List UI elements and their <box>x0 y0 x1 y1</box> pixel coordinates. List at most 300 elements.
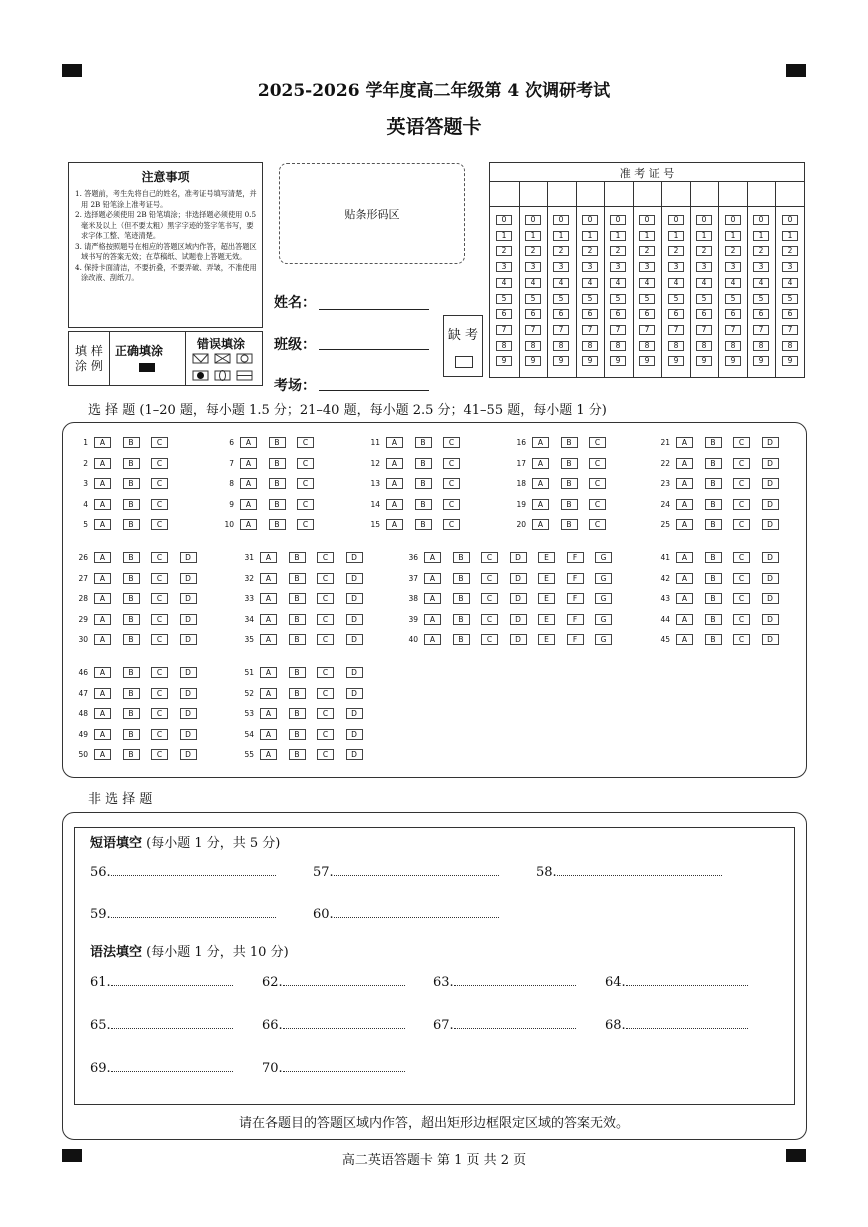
answer-option-bubble[interactable]: A <box>240 478 257 489</box>
answer-option-bubble[interactable]: A <box>676 437 693 448</box>
answer-option-bubble[interactable]: B <box>705 593 722 604</box>
exam-id-digit-bubble[interactable]: 8 <box>782 341 798 351</box>
answer-option-bubble[interactable]: B <box>561 437 578 448</box>
answer-option-bubble[interactable]: A <box>676 478 693 489</box>
answer-option-bubble[interactable]: C <box>297 458 314 469</box>
answer-option-bubble[interactable]: C <box>589 458 606 469</box>
answer-option-bubble[interactable]: A <box>94 458 111 469</box>
answer-option-bubble[interactable]: G <box>595 573 612 584</box>
exam-id-digit-bubble[interactable]: 9 <box>553 356 569 366</box>
exam-id-digit-bubble[interactable]: 4 <box>696 278 712 288</box>
exam-id-digit-bubble[interactable]: 2 <box>782 246 798 256</box>
answer-option-bubble[interactable]: C <box>317 573 334 584</box>
answer-option-bubble[interactable]: D <box>346 708 363 719</box>
answer-option-bubble[interactable]: E <box>538 593 555 604</box>
answer-option-bubble[interactable]: C <box>297 478 314 489</box>
answer-option-bubble[interactable]: A <box>240 437 257 448</box>
answer-option-bubble[interactable]: B <box>123 634 140 645</box>
answer-option-bubble[interactable]: A <box>240 499 257 510</box>
answer-option-bubble[interactable]: D <box>180 749 197 760</box>
answer-option-bubble[interactable]: B <box>705 573 722 584</box>
answer-option-bubble[interactable]: D <box>762 458 779 469</box>
answer-option-bubble[interactable]: B <box>705 614 722 625</box>
answer-line[interactable] <box>454 1019 576 1029</box>
answer-option-bubble[interactable]: A <box>424 552 441 563</box>
answer-option-bubble[interactable]: C <box>151 573 168 584</box>
answer-option-bubble[interactable]: A <box>386 499 403 510</box>
exam-id-digit-bubble[interactable]: 4 <box>525 278 541 288</box>
answer-option-bubble[interactable]: C <box>733 593 750 604</box>
exam-id-digit-bubble[interactable]: 7 <box>610 325 626 335</box>
answer-option-bubble[interactable]: C <box>151 614 168 625</box>
grammar-answer-item[interactable] <box>262 1018 405 1033</box>
answer-option-bubble[interactable]: C <box>151 593 168 604</box>
answer-option-bubble[interactable]: A <box>94 519 111 530</box>
exam-id-digit-bubble[interactable]: 1 <box>610 231 626 241</box>
answer-option-bubble[interactable]: C <box>151 552 168 563</box>
exam-id-write-cell[interactable] <box>491 182 518 205</box>
exam-id-digit-bubble[interactable]: 7 <box>553 325 569 335</box>
exam-id-digit-bubble[interactable]: 1 <box>553 231 569 241</box>
answer-option-bubble[interactable]: A <box>676 634 693 645</box>
answer-option-bubble[interactable]: A <box>386 478 403 489</box>
exam-id-digit-bubble[interactable]: 7 <box>725 325 741 335</box>
phrase-answer-item[interactable] <box>90 865 276 880</box>
answer-option-bubble[interactable]: B <box>453 614 470 625</box>
answer-option-bubble[interactable]: C <box>151 667 168 678</box>
answer-option-bubble[interactable]: A <box>260 688 277 699</box>
answer-option-bubble[interactable]: B <box>415 478 432 489</box>
answer-option-bubble[interactable]: C <box>589 519 606 530</box>
answer-option-bubble[interactable]: D <box>346 749 363 760</box>
answer-option-bubble[interactable]: C <box>443 519 460 530</box>
answer-option-bubble[interactable]: C <box>151 749 168 760</box>
exam-id-digit-bubble[interactable]: 3 <box>525 262 541 272</box>
exam-id-digit-bubble[interactable]: 0 <box>582 215 598 225</box>
answer-option-bubble[interactable]: C <box>481 614 498 625</box>
answer-option-bubble[interactable]: A <box>94 437 111 448</box>
exam-id-digit-bubble[interactable]: 0 <box>668 215 684 225</box>
exam-id-digit-bubble[interactable]: 2 <box>639 246 655 256</box>
exam-id-write-cell[interactable] <box>662 182 689 205</box>
exam-id-digit-bubble[interactable]: 6 <box>725 309 741 319</box>
exam-id-digit-bubble[interactable]: 0 <box>610 215 626 225</box>
exam-id-digit-bubble[interactable]: 4 <box>610 278 626 288</box>
answer-option-bubble[interactable]: C <box>151 708 168 719</box>
exam-id-write-cell[interactable] <box>520 182 547 205</box>
answer-option-bubble[interactable]: C <box>151 458 168 469</box>
exam-id-digit-bubble[interactable]: 8 <box>639 341 655 351</box>
exam-id-digit-bubble[interactable]: 3 <box>668 262 684 272</box>
answer-option-bubble[interactable]: A <box>386 437 403 448</box>
exam-id-digit-bubble[interactable]: 7 <box>668 325 684 335</box>
answer-option-bubble[interactable]: A <box>424 634 441 645</box>
exam-id-digit-bubble[interactable]: 2 <box>610 246 626 256</box>
answer-option-bubble[interactable]: B <box>123 749 140 760</box>
answer-option-bubble[interactable]: B <box>289 667 306 678</box>
exam-id-digit-bubble[interactable]: 2 <box>496 246 512 256</box>
exam-id-digit-bubble[interactable]: 6 <box>782 309 798 319</box>
exam-id-digit-bubble[interactable]: 6 <box>610 309 626 319</box>
exam-id-write-cell[interactable] <box>719 182 746 205</box>
answer-option-bubble[interactable]: B <box>561 499 578 510</box>
answer-option-bubble[interactable]: D <box>510 552 527 563</box>
exam-id-digit-bubble[interactable]: 0 <box>553 215 569 225</box>
answer-option-bubble[interactable]: B <box>705 437 722 448</box>
exam-id-digit-bubble[interactable]: 9 <box>582 356 598 366</box>
grammar-answer-item[interactable] <box>90 1018 233 1033</box>
answer-option-bubble[interactable]: B <box>123 499 140 510</box>
answer-option-bubble[interactable]: G <box>595 614 612 625</box>
answer-option-bubble[interactable]: C <box>151 729 168 740</box>
answer-option-bubble[interactable]: C <box>317 593 334 604</box>
answer-option-bubble[interactable]: C <box>317 634 334 645</box>
answer-option-bubble[interactable]: A <box>676 458 693 469</box>
answer-option-bubble[interactable]: G <box>595 634 612 645</box>
answer-option-bubble[interactable]: C <box>317 688 334 699</box>
answer-option-bubble[interactable]: G <box>595 593 612 604</box>
exam-id-digit-bubble[interactable]: 9 <box>696 356 712 366</box>
answer-line[interactable] <box>454 976 576 986</box>
exam-id-digit-bubble[interactable]: 5 <box>696 294 712 304</box>
exam-id-write-cell[interactable] <box>748 182 775 205</box>
answer-option-bubble[interactable]: A <box>424 614 441 625</box>
exam-id-digit-bubble[interactable]: 7 <box>525 325 541 335</box>
answer-option-bubble[interactable]: D <box>762 478 779 489</box>
answer-option-bubble[interactable]: C <box>733 499 750 510</box>
answer-option-bubble[interactable]: D <box>346 729 363 740</box>
exam-id-digit-bubble[interactable]: 3 <box>639 262 655 272</box>
answer-option-bubble[interactable]: A <box>532 437 549 448</box>
answer-option-bubble[interactable]: B <box>289 593 306 604</box>
exam-id-digit-bubble[interactable]: 3 <box>725 262 741 272</box>
answer-option-bubble[interactable]: A <box>260 552 277 563</box>
answer-option-bubble[interactable]: A <box>386 519 403 530</box>
answer-option-bubble[interactable]: A <box>94 593 111 604</box>
exam-id-digit-bubble[interactable]: 7 <box>639 325 655 335</box>
answer-option-bubble[interactable]: D <box>762 499 779 510</box>
answer-option-bubble[interactable]: B <box>453 634 470 645</box>
answer-option-bubble[interactable]: B <box>289 688 306 699</box>
exam-id-digit-bubble[interactable]: 1 <box>496 231 512 241</box>
answer-option-bubble[interactable]: C <box>151 688 168 699</box>
answer-option-bubble[interactable]: A <box>94 478 111 489</box>
answer-option-bubble[interactable]: C <box>297 519 314 530</box>
answer-option-bubble[interactable]: C <box>481 552 498 563</box>
answer-option-bubble[interactable]: B <box>123 614 140 625</box>
answer-option-bubble[interactable]: A <box>532 499 549 510</box>
answer-option-bubble[interactable]: B <box>705 519 722 530</box>
answer-option-bubble[interactable]: C <box>733 614 750 625</box>
answer-option-bubble[interactable]: B <box>289 614 306 625</box>
exam-id-write-cell[interactable] <box>691 182 718 205</box>
answer-line[interactable] <box>111 866 276 876</box>
answer-option-bubble[interactable]: C <box>733 478 750 489</box>
exam-id-digit-bubble[interactable]: 3 <box>496 262 512 272</box>
answer-option-bubble[interactable]: B <box>415 458 432 469</box>
answer-option-bubble[interactable]: C <box>733 458 750 469</box>
exam-id-digit-bubble[interactable]: 9 <box>753 356 769 366</box>
exam-id-digit-bubble[interactable]: 1 <box>582 231 598 241</box>
answer-option-bubble[interactable]: D <box>510 573 527 584</box>
answer-option-bubble[interactable]: D <box>762 614 779 625</box>
answer-option-bubble[interactable]: B <box>705 458 722 469</box>
answer-option-bubble[interactable]: C <box>151 437 168 448</box>
answer-option-bubble[interactable]: C <box>151 478 168 489</box>
grammar-answer-item[interactable] <box>90 1061 233 1076</box>
exam-id-digit-bubble[interactable]: 5 <box>525 294 541 304</box>
exam-id-digit-bubble[interactable]: 1 <box>668 231 684 241</box>
answer-option-bubble[interactable]: B <box>123 593 140 604</box>
answer-option-bubble[interactable]: B <box>289 634 306 645</box>
answer-option-bubble[interactable]: B <box>705 499 722 510</box>
answer-option-bubble[interactable]: F <box>567 634 584 645</box>
exam-id-digit-bubble[interactable]: 5 <box>725 294 741 304</box>
answer-option-bubble[interactable]: A <box>240 519 257 530</box>
answer-option-bubble[interactable]: A <box>260 667 277 678</box>
grammar-answer-item[interactable] <box>433 975 576 990</box>
grammar-answer-item[interactable] <box>262 1061 405 1076</box>
answer-line[interactable] <box>111 976 233 986</box>
answer-line[interactable] <box>626 976 748 986</box>
answer-option-bubble[interactable]: C <box>151 519 168 530</box>
answer-option-bubble[interactable]: B <box>123 519 140 530</box>
answer-option-bubble[interactable]: D <box>762 634 779 645</box>
exam-id-digit-bubble[interactable]: 5 <box>639 294 655 304</box>
exam-id-digit-bubble[interactable]: 8 <box>553 341 569 351</box>
answer-option-bubble[interactable]: D <box>346 688 363 699</box>
answer-option-bubble[interactable]: C <box>317 729 334 740</box>
exam-id-digit-bubble[interactable]: 1 <box>639 231 655 241</box>
exam-id-digit-bubble[interactable]: 3 <box>553 262 569 272</box>
exam-id-digit-bubble[interactable]: 9 <box>496 356 512 366</box>
answer-option-bubble[interactable]: D <box>180 552 197 563</box>
answer-option-bubble[interactable]: D <box>180 634 197 645</box>
answer-option-bubble[interactable]: A <box>424 573 441 584</box>
exam-id-digit-bubble[interactable]: 1 <box>753 231 769 241</box>
exam-id-digit-bubble[interactable]: 6 <box>753 309 769 319</box>
answer-option-bubble[interactable]: B <box>415 437 432 448</box>
room-field[interactable] <box>319 390 429 391</box>
answer-option-bubble[interactable]: B <box>289 749 306 760</box>
answer-option-bubble[interactable]: B <box>415 499 432 510</box>
answer-option-bubble[interactable]: D <box>762 573 779 584</box>
answer-option-bubble[interactable]: A <box>94 614 111 625</box>
exam-id-digit-bubble[interactable]: 7 <box>496 325 512 335</box>
exam-id-digit-bubble[interactable]: 4 <box>782 278 798 288</box>
exam-id-write-cell[interactable] <box>634 182 661 205</box>
answer-option-bubble[interactable]: B <box>705 478 722 489</box>
exam-id-digit-bubble[interactable]: 9 <box>782 356 798 366</box>
answer-option-bubble[interactable]: C <box>317 552 334 563</box>
answer-option-bubble[interactable]: D <box>180 729 197 740</box>
exam-id-digit-bubble[interactable]: 0 <box>696 215 712 225</box>
answer-option-bubble[interactable]: B <box>123 478 140 489</box>
exam-id-digit-bubble[interactable]: 4 <box>582 278 598 288</box>
exam-id-digit-bubble[interactable]: 0 <box>496 215 512 225</box>
exam-id-digit-bubble[interactable]: 7 <box>782 325 798 335</box>
answer-option-bubble[interactable]: C <box>297 437 314 448</box>
answer-option-bubble[interactable]: B <box>453 593 470 604</box>
exam-id-digit-bubble[interactable]: 3 <box>753 262 769 272</box>
answer-option-bubble[interactable]: B <box>269 458 286 469</box>
exam-id-digit-bubble[interactable]: 6 <box>668 309 684 319</box>
exam-id-digit-bubble[interactable]: 3 <box>582 262 598 272</box>
exam-id-digit-bubble[interactable]: 0 <box>782 215 798 225</box>
answer-option-bubble[interactable]: C <box>151 634 168 645</box>
answer-option-bubble[interactable]: C <box>733 634 750 645</box>
exam-id-digit-bubble[interactable]: 7 <box>753 325 769 335</box>
exam-id-digit-bubble[interactable]: 1 <box>782 231 798 241</box>
answer-option-bubble[interactable]: F <box>567 614 584 625</box>
exam-id-digit-bubble[interactable]: 8 <box>610 341 626 351</box>
answer-line[interactable] <box>334 866 499 876</box>
class-field[interactable] <box>319 349 429 350</box>
absent-checkbox[interactable] <box>455 356 473 368</box>
answer-option-bubble[interactable]: C <box>151 499 168 510</box>
answer-option-bubble[interactable]: D <box>762 593 779 604</box>
answer-line[interactable] <box>283 976 405 986</box>
answer-option-bubble[interactable]: A <box>94 499 111 510</box>
answer-option-bubble[interactable]: C <box>443 499 460 510</box>
answer-line[interactable] <box>626 1019 748 1029</box>
answer-option-bubble[interactable]: D <box>346 552 363 563</box>
answer-option-bubble[interactable]: D <box>346 593 363 604</box>
exam-id-digit-bubble[interactable]: 2 <box>668 246 684 256</box>
answer-option-bubble[interactable]: A <box>260 634 277 645</box>
answer-option-bubble[interactable]: C <box>733 552 750 563</box>
answer-option-bubble[interactable]: B <box>123 708 140 719</box>
answer-option-bubble[interactable]: C <box>733 519 750 530</box>
exam-id-digit-bubble[interactable]: 8 <box>696 341 712 351</box>
answer-line[interactable] <box>111 1019 233 1029</box>
exam-id-digit-bubble[interactable]: 4 <box>553 278 569 288</box>
answer-option-bubble[interactable]: D <box>180 667 197 678</box>
exam-id-digit-bubble[interactable]: 2 <box>696 246 712 256</box>
answer-option-bubble[interactable]: A <box>676 552 693 563</box>
answer-option-bubble[interactable]: A <box>94 573 111 584</box>
exam-id-digit-bubble[interactable]: 8 <box>582 341 598 351</box>
exam-id-digit-bubble[interactable]: 8 <box>496 341 512 351</box>
exam-id-digit-bubble[interactable]: 5 <box>610 294 626 304</box>
exam-id-digit-bubble[interactable]: 4 <box>668 278 684 288</box>
answer-option-bubble[interactable]: A <box>532 478 549 489</box>
exam-id-digit-bubble[interactable]: 8 <box>525 341 541 351</box>
answer-option-bubble[interactable]: D <box>346 573 363 584</box>
exam-id-digit-bubble[interactable]: 5 <box>496 294 512 304</box>
exam-id-digit-bubble[interactable]: 6 <box>525 309 541 319</box>
answer-option-bubble[interactable]: B <box>453 552 470 563</box>
grammar-answer-item[interactable] <box>605 1018 748 1033</box>
answer-option-bubble[interactable]: D <box>346 614 363 625</box>
exam-id-digit-bubble[interactable]: 2 <box>753 246 769 256</box>
answer-option-bubble[interactable]: C <box>589 499 606 510</box>
exam-id-write-cell[interactable] <box>605 182 632 205</box>
answer-option-bubble[interactable]: B <box>269 519 286 530</box>
answer-option-bubble[interactable]: F <box>567 552 584 563</box>
exam-id-digit-bubble[interactable]: 6 <box>696 309 712 319</box>
exam-id-digit-bubble[interactable]: 3 <box>696 262 712 272</box>
exam-id-digit-bubble[interactable]: 3 <box>782 262 798 272</box>
phrase-answer-item[interactable] <box>90 907 276 922</box>
answer-line[interactable] <box>283 1062 405 1072</box>
answer-option-bubble[interactable]: A <box>94 729 111 740</box>
answer-option-bubble[interactable]: C <box>317 708 334 719</box>
answer-option-bubble[interactable]: C <box>733 437 750 448</box>
exam-id-digit-bubble[interactable]: 2 <box>582 246 598 256</box>
exam-id-digit-bubble[interactable]: 5 <box>553 294 569 304</box>
exam-id-digit-bubble[interactable]: 8 <box>753 341 769 351</box>
phrase-answer-item[interactable] <box>313 907 499 922</box>
answer-option-bubble[interactable]: D <box>180 614 197 625</box>
answer-option-bubble[interactable]: B <box>561 458 578 469</box>
answer-option-bubble[interactable]: A <box>676 519 693 530</box>
answer-line[interactable] <box>557 866 722 876</box>
answer-option-bubble[interactable]: A <box>260 614 277 625</box>
exam-id-digit-bubble[interactable]: 7 <box>582 325 598 335</box>
answer-option-bubble[interactable]: A <box>260 573 277 584</box>
answer-option-bubble[interactable]: D <box>762 552 779 563</box>
exam-id-digit-bubble[interactable]: 2 <box>725 246 741 256</box>
grammar-answer-item[interactable] <box>90 975 233 990</box>
answer-option-bubble[interactable]: C <box>589 437 606 448</box>
exam-id-digit-bubble[interactable]: 6 <box>553 309 569 319</box>
answer-option-bubble[interactable]: D <box>180 708 197 719</box>
exam-id-digit-bubble[interactable]: 0 <box>753 215 769 225</box>
answer-option-bubble[interactable]: B <box>269 437 286 448</box>
grammar-answer-item[interactable] <box>262 975 405 990</box>
answer-option-bubble[interactable]: A <box>386 458 403 469</box>
answer-option-bubble[interactable]: C <box>481 573 498 584</box>
answer-option-bubble[interactable]: A <box>532 458 549 469</box>
exam-id-write-cell[interactable] <box>776 182 803 205</box>
answer-option-bubble[interactable]: A <box>94 552 111 563</box>
answer-option-bubble[interactable]: A <box>676 614 693 625</box>
answer-option-bubble[interactable]: C <box>733 573 750 584</box>
exam-id-digit-bubble[interactable]: 9 <box>725 356 741 366</box>
answer-option-bubble[interactable]: B <box>123 573 140 584</box>
exam-id-digit-bubble[interactable]: 8 <box>725 341 741 351</box>
answer-option-bubble[interactable]: B <box>415 519 432 530</box>
answer-option-bubble[interactable]: B <box>123 688 140 699</box>
answer-option-bubble[interactable]: A <box>260 593 277 604</box>
answer-option-bubble[interactable]: A <box>240 458 257 469</box>
answer-option-bubble[interactable]: F <box>567 573 584 584</box>
answer-option-bubble[interactable]: B <box>123 729 140 740</box>
grammar-answer-item[interactable] <box>433 1018 576 1033</box>
answer-option-bubble[interactable]: E <box>538 573 555 584</box>
answer-option-bubble[interactable]: A <box>94 749 111 760</box>
answer-option-bubble[interactable]: A <box>676 573 693 584</box>
answer-option-bubble[interactable]: B <box>269 499 286 510</box>
answer-option-bubble[interactable]: A <box>424 593 441 604</box>
answer-line[interactable] <box>111 1062 233 1072</box>
exam-id-digit-bubble[interactable]: 9 <box>639 356 655 366</box>
answer-option-bubble[interactable]: B <box>289 573 306 584</box>
answer-option-bubble[interactable]: B <box>705 634 722 645</box>
exam-id-digit-bubble[interactable]: 9 <box>525 356 541 366</box>
answer-option-bubble[interactable]: D <box>180 593 197 604</box>
exam-id-digit-bubble[interactable]: 1 <box>725 231 741 241</box>
exam-id-write-cell[interactable] <box>577 182 604 205</box>
answer-option-bubble[interactable]: B <box>561 478 578 489</box>
answer-option-bubble[interactable]: C <box>589 478 606 489</box>
answer-option-bubble[interactable]: C <box>317 614 334 625</box>
answer-option-bubble[interactable]: A <box>94 634 111 645</box>
exam-id-digit-bubble[interactable]: 0 <box>725 215 741 225</box>
grammar-answer-item[interactable] <box>605 975 748 990</box>
exam-id-digit-bubble[interactable]: 2 <box>525 246 541 256</box>
